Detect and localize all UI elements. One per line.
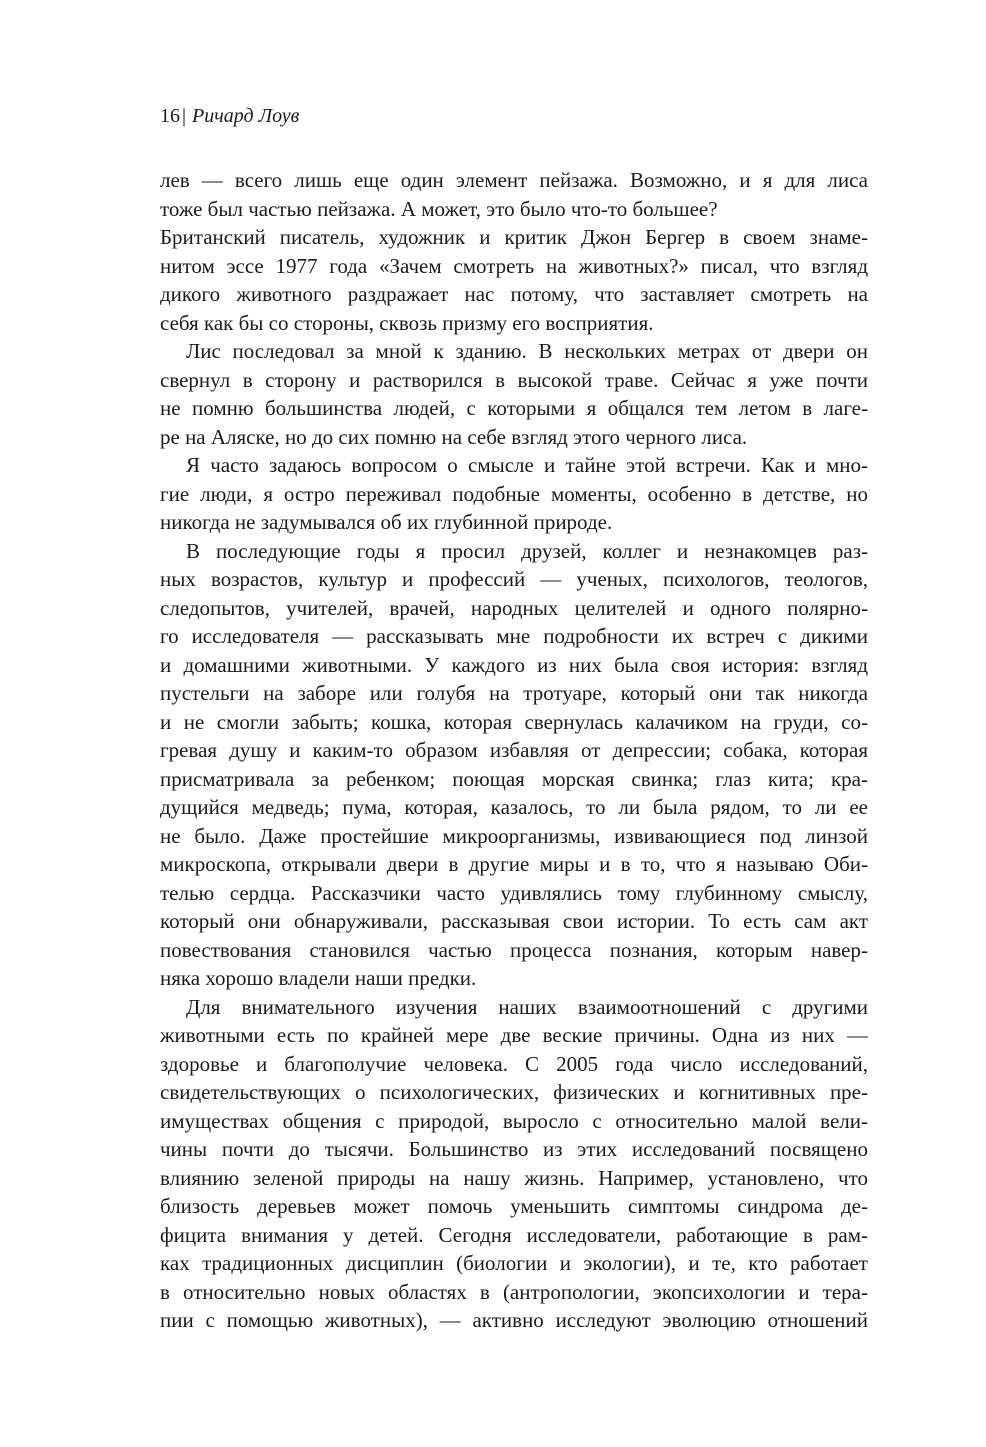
text-line: свидетельствующих о психологических, физических и когнитивных пре-: [160, 1080, 868, 1104]
text-line: ных возрастов, культур и профессий — ученых, психологов, теологов,: [160, 567, 868, 591]
text-line: Лис последовал за мной к зданию. В нескольких метрах от двери он: [186, 339, 868, 363]
text-line: телью сердца. Рассказчики часто удивлялись тому глубинному смыслу,: [160, 880, 868, 905]
text-line: нитом эссе 1977 года «Зачем смотреть на животных?» писал, что взгляд: [160, 253, 868, 278]
text-line: здоровье и благополучие человека. С 2005 года число исследований,: [160, 1051, 868, 1076]
text-line: Для внимательного изучения наших взаимоотношений с другими: [186, 994, 868, 1019]
text-line: ре на Аляске, но до сих помню на себе взгляд этого черного лиса.: [160, 424, 748, 449]
text-line: Британский писатель, художник и критик Джон Бергер в своем знаме-: [160, 225, 868, 249]
text-line: который они обнаруживали, рассказывая свои истории. То есть сам акт: [160, 909, 868, 933]
author-name: Ричард Лоув: [192, 105, 300, 127]
text-line: животными есть по крайней мере две веские причины. Одна из них —: [160, 1023, 868, 1047]
text-line: ках традиционных дисциплин (биологии и экологии), и те, кто работает: [160, 1251, 868, 1275]
text-line: гревая душу и каким-то образом избавляя от депрессии; собака, которая: [160, 738, 868, 762]
text-line: Я часто задаюсь вопросом о смысле и тайне этой встречи. Как и мно-: [186, 453, 868, 477]
text-line: и не смогли забыть; кошка, которая свернулась калачиком на груди, со-: [160, 709, 868, 734]
text-line: повествования становился частью процесса познания, которым навер-: [160, 937, 868, 962]
text-line: пии с помощью животных), — активно исследуют эволюцию отношений: [160, 1308, 868, 1332]
text-line: влиянию зеленой природы на нашу жизнь. Например, установлено, что: [160, 1165, 868, 1190]
text-line: близость деревьев может помочь уменьшить симптомы синдрома де-: [160, 1194, 868, 1218]
header-separator: |: [182, 105, 187, 127]
text-line: гие люди, я остро переживал подобные моменты, особенно в детстве, но: [160, 481, 868, 506]
text-line: пустельги на заборе или голубя на тротуаре, который они так никогда: [160, 681, 868, 705]
text-line: присматривала за ребенком; поющая морская свинка; глаз кита; кра-: [160, 766, 868, 791]
text-line: няка хорошо владели наши предки.: [160, 966, 477, 990]
text-line: В последующие годы я просил друзей, коллег и незнакомцев раз-: [186, 538, 868, 563]
text-line: имуществах общения с природой, выросло с относительно малой вели-: [160, 1108, 868, 1133]
text-line: чины почти до тысячи. Большинство из этих исследований посвящено: [160, 1137, 868, 1161]
text-line: дикого животного раздражает нас потому, что заставляет смотреть на: [160, 282, 868, 306]
text-line: никогда не задумывался об их глубинной природе.: [160, 510, 613, 534]
text-line: следопытов, учителей, врачей, народных целителей и одного полярно-: [160, 595, 868, 620]
text-line: тоже был частью пейзажа. А может, это было что-то большее?: [160, 196, 718, 221]
text-line: себя как бы со стороны, сквозь призму его восприятия.: [160, 310, 654, 335]
text-line: в относительно новых областях в (антропологии, экопсихологии и тера-: [160, 1279, 868, 1304]
text-line: и домашними животными. У каждого из них была своя история: взгляд: [160, 652, 868, 677]
text-line: микроскопа, открывали двери в другие миры и в то, что я называю Оби-: [160, 852, 868, 876]
text-line: фицита внимания у детей. Сегодня исследователи, работающие в рам-: [160, 1222, 868, 1247]
page-number: 16: [160, 105, 180, 127]
text-line: не было. Даже простейшие микроорганизмы, извивающиеся под линзой: [160, 823, 868, 848]
text-line: лев — всего лишь еще один элемент пейзажа. Возможно, и я для лиса: [160, 168, 868, 192]
text-line: го исследователя — рассказывать мне подробности их встреч с дикими: [160, 624, 868, 648]
text-line: не помню большинства людей, с которыми я общался тем летом в лаге-: [160, 396, 868, 420]
running-head: [160, 104, 299, 128]
body-text: [160, 166, 868, 1335]
text-line: дущийся медведь; пума, которая, казалось, то ли была рядом, то ли ее: [160, 795, 868, 819]
text-line: свернул в сторону и растворился в высокой траве. Сейчас я уже почти: [160, 367, 868, 392]
